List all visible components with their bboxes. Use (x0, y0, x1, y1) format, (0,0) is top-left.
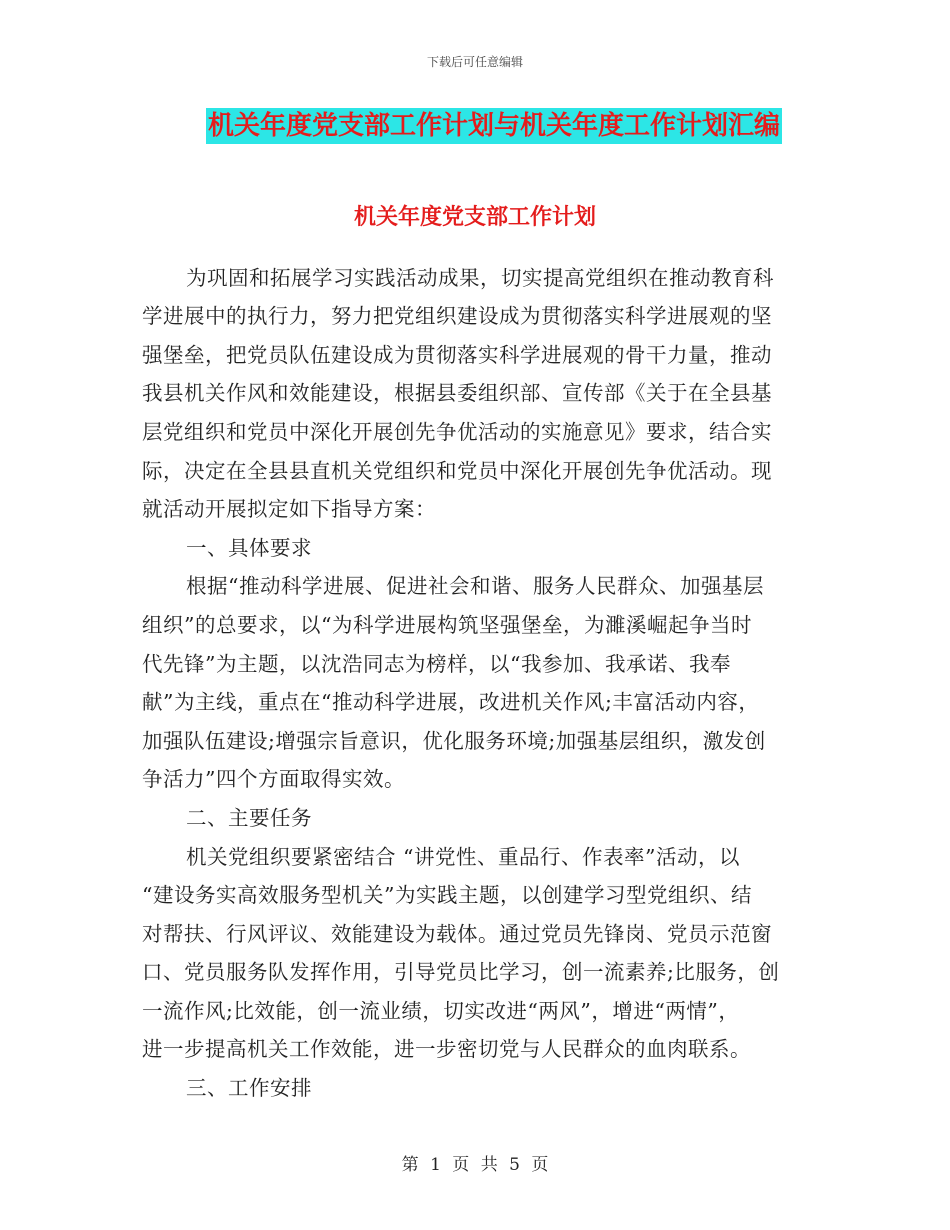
header-note: 下载后可任意编辑 (426, 55, 523, 69)
section-heading: 一、具体要求 (186, 535, 312, 560)
paragraph-line: 机关党组织要紧密结合 “讲党性、重品行、作表率”活动，以 (186, 844, 740, 869)
paragraph-line: 际，决定在全县县直机关党组织和党员中深化开展创先争优活动。现 (142, 458, 772, 483)
document-title: 机关年度党支部工作计划与机关年度工作计划汇编 (206, 108, 782, 144)
section-heading: 二、主要任务 (186, 805, 312, 830)
paragraph-line: “建设务实高效服务型机关”为实践主题，以创建学习型党组织、结 (142, 883, 752, 908)
paragraph-line: 强堡垒，把党员队伍建设成为贯彻落实科学进展观的骨干力量，推动 (142, 342, 772, 367)
paragraph-line: 对帮扶、行风评议、效能建设为载体。通过党员先锋岗、党员示范窗 (142, 921, 772, 946)
paragraph-line: 献”为主线，重点在“推动科学进展，改进机关作风;丰富活动内容， (142, 690, 760, 715)
paragraph-line: 一流作风;比效能，创一流业绩，切实改进“两风”，增进“两情”， (142, 998, 740, 1023)
page-number: 第 1 页 共 5 页 (401, 1155, 549, 1175)
paragraph-line: 加强队伍建设;增强宗旨意识，优化服务环境;加强基层组织，激发创 (142, 728, 766, 753)
paragraph-line: 进一步提高机关工作效能，进一步密切党与人民群众的血肉联系。 (142, 1037, 751, 1062)
paragraph-line: 代先锋”为主题，以沈浩同志为榜样，以“我参加、我承诺、我奉 (142, 651, 731, 676)
paragraph-line: 我县机关作风和效能建设，根据县委组织部、宣传部《关于在全县基 (142, 381, 772, 406)
section-heading: 三、工作安排 (186, 1076, 312, 1101)
section-title: 机关年度党支部工作计划 (353, 205, 596, 230)
paragraph-line: 学进展中的执行力，努力把党组织建设成为贯彻落实科学进展观的坚 (142, 304, 772, 329)
paragraph-line: 组织”的总要求，以“为科学进展构筑坚强堡垒，为濉溪崛起争当时 (142, 612, 752, 637)
document-body (142, 220, 806, 1108)
paragraph-line: 根据“推动科学进展、促进社会和谐、服务人民群众、加强基层 (186, 574, 764, 599)
paragraph-line: 口、党员服务队发挥作用，引导党员比学习，创一流素养;比服务，创 (142, 960, 780, 985)
paragraph-line: 层党组织和党员中深化开展创先争优活动的实施意见》要求，结合实 (142, 419, 772, 444)
paragraph-line: 为巩固和拓展学习实践活动成果，切实提高党组织在推动教育科 (186, 265, 774, 290)
paragraph-line: 争活力”四个方面取得实效。 (142, 767, 405, 792)
paragraph-line: 就活动开展拟定如下指导方案： (142, 497, 436, 522)
